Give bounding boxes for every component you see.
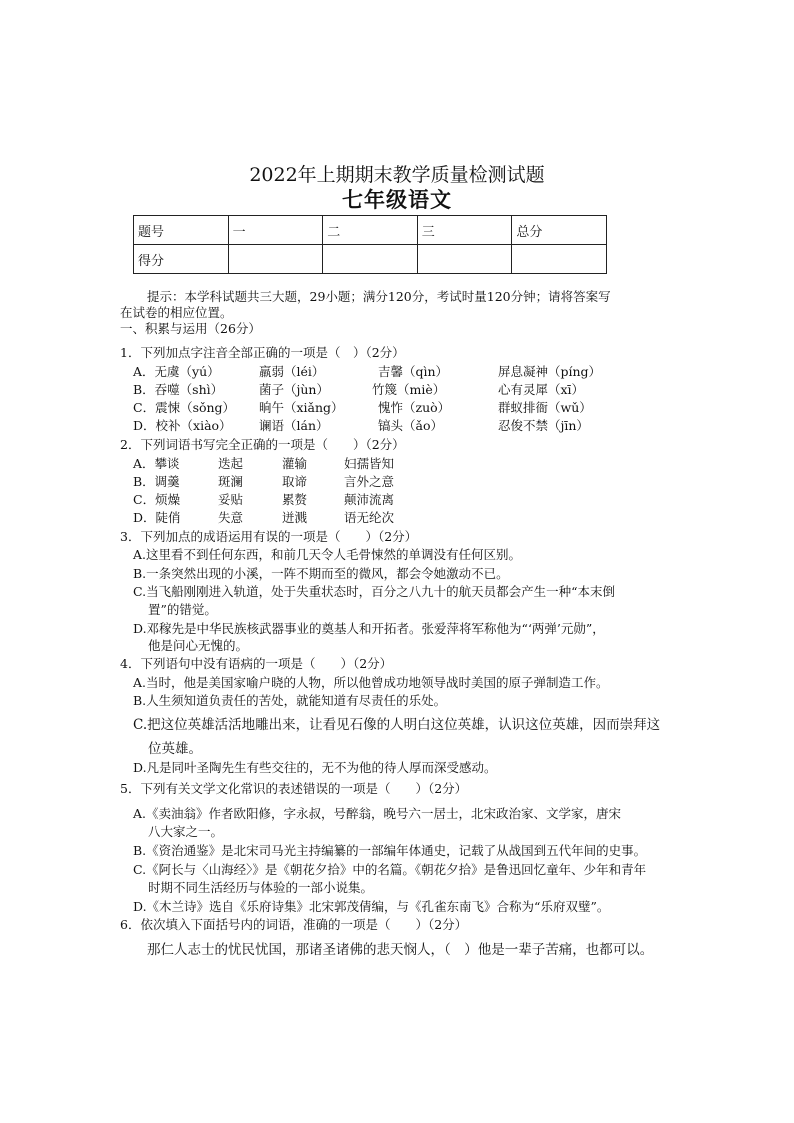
exam-title: 2022年上期期末教学质量检测试题	[249, 164, 545, 186]
option-text: D.凡是同叶圣陶先生有些交往的，无不为他的待人厚而深受感动。	[133, 760, 497, 775]
option-text: 灌输	[282, 456, 308, 471]
option-text: 他是问心无愧的。	[148, 638, 249, 653]
option-text: 忍俊不禁（jīn）	[498, 418, 589, 433]
option-text: 群蚁排衙（wǔ）	[498, 400, 592, 415]
option-text: 镐头（ǎo）	[378, 418, 443, 433]
option-text: C．震悚（sǒng）	[133, 400, 236, 415]
option-text: A.当时，他是美国家喻户晓的人物，所以他曾成功地领导战时美国的原子弹制造工作。	[133, 675, 609, 690]
option-text: 时期不同生活经历与体验的一部小说集。	[148, 880, 374, 895]
passage-text: 那仁人志士的忧民忧国，那诸圣诸佛的悲天悯人，（ ）他是一辈子苦痛，也都可以。	[147, 942, 654, 958]
question-stem: 2．下列词语书写完全正确的一项是（ ）（2分）	[120, 437, 405, 452]
option-text: A．攀谈	[133, 456, 180, 471]
option-text: B．调羹	[133, 474, 180, 489]
option-text: A．无虞（yú）	[133, 364, 220, 379]
score-table-score-row	[134, 245, 607, 274]
score-input-cell[interactable]	[323, 245, 418, 274]
question-stem: 5．下列有关文学文化常识的表述错误的一项是（ ）（2分）	[120, 781, 468, 796]
question-stem: 4．下列语句中没有语病的一项是（ ）（2分）	[120, 656, 393, 671]
option-text: B.人生须知道负责任的苦处，就能知道有尽责任的乐处。	[133, 693, 447, 708]
question-stem: 1．下列加点字注音全部正确的一项是（ ）（2分）	[120, 345, 405, 360]
option-text: B.一条突然出现的小溪，一阵不期而至的微风，都会令她激动不已。	[133, 566, 509, 581]
option-text: C.把这位英雄活活地雕出来，让看见石像的人明白这位英雄，认识这位英雄，因而崇拜这	[133, 717, 661, 733]
score-cell: 题号	[134, 216, 229, 245]
option-text: 言外之意	[344, 474, 395, 489]
exam-subtitle: 七年级语文	[342, 187, 452, 212]
notice-line: 提示：本学科试题共三大题，29小题；满分120分，考试时量120分钟；请将答案写	[147, 289, 611, 304]
option-text: 迭起	[218, 456, 244, 471]
option-text: C.当飞船刚刚进入轨道，处于失重状态时，百分之八九十的航天员都会产生一种“本末倒	[133, 584, 615, 599]
score-cell: 三	[417, 216, 512, 245]
option-text: 吉馨（qìn）	[378, 364, 449, 379]
option-text: 谰语（lán）	[259, 418, 329, 433]
option-text: A.《卖油翁》作者欧阳修，字永叔，号醉翁，晚号六一居士，北宋政治家、文学家，唐宋	[133, 806, 622, 821]
score-cell: 二	[323, 216, 418, 245]
option-text: C．烦燥	[133, 492, 181, 507]
option-text: 妇孺皆知	[344, 456, 395, 471]
option-text: D．陡俏	[133, 510, 181, 525]
option-text: 失意	[218, 510, 244, 525]
option-text: D.邓稼先是中华民族核武器事业的奠基人和开拓者。张爱萍将军称他为“‘两弹’元勋”，	[133, 621, 605, 636]
score-table-header-row	[134, 216, 607, 245]
option-text: B.《资治通鉴》是北宋司马光主持编纂的一部编年体通史，记载了从战国到五代年间的史事。	[133, 843, 647, 858]
option-text: 愧怍（zuò）	[378, 400, 451, 415]
option-text: 取谛	[282, 474, 308, 489]
score-cell: 一	[228, 216, 323, 245]
notice-line: 在试卷的相应位置。	[120, 305, 233, 320]
option-text: B．吞噬（shì）	[133, 382, 224, 397]
question-stem: 3．下列加点的成语运用有误的一项是（ ）（2分）	[120, 529, 418, 544]
option-text: 菌子（jùn）	[259, 382, 329, 397]
option-text: A.这里看不到任何东西，和前几天令人毛骨悚然的单调没有任何区别。	[133, 547, 522, 562]
option-text: 颠沛流离	[344, 492, 395, 507]
option-text: C.《阿长与〈山海经〉》是《朝花夕拾》中的名篇。《朝花夕拾》是鲁迅回忆童年、少年和青年	[133, 862, 647, 877]
option-text: 迸溅	[282, 510, 308, 525]
option-text: 羸弱（léi）	[259, 364, 325, 379]
score-input-cell[interactable]	[512, 245, 607, 274]
option-text: 语无纶次	[344, 510, 395, 525]
score-cell: 总分	[512, 216, 607, 245]
option-text: 晌午（xiǎng）	[259, 400, 344, 415]
option-text: 妥贴	[218, 492, 244, 507]
option-text: 心有灵犀（xī）	[498, 382, 585, 397]
option-text: 斑澜	[218, 474, 244, 489]
option-text: D.《木兰诗》选自《乐府诗集》北宋郭茂倩编，与《孔雀东南飞》合称为“乐府双璧”。	[133, 899, 610, 914]
option-text: D．校补（xiào）	[133, 418, 232, 433]
question-stem: 6．依次填入下面括号内的词语，准确的一项是（ ）（2分）	[120, 917, 468, 932]
option-text: 置”的错觉。	[148, 602, 217, 617]
option-text: 累赘	[282, 492, 308, 507]
section-heading: 一、积累与运用（26分）	[120, 321, 261, 336]
option-text: 竹篾（miè）	[372, 382, 446, 397]
score-cell: 得分	[134, 245, 229, 274]
option-text: 屏息凝神（píng）	[498, 364, 602, 379]
option-text: 位英雄。	[148, 741, 202, 757]
score-table	[133, 215, 607, 274]
option-text: 八大家之一。	[148, 824, 224, 839]
score-input-cell[interactable]	[228, 245, 323, 274]
score-input-cell[interactable]	[417, 245, 512, 274]
